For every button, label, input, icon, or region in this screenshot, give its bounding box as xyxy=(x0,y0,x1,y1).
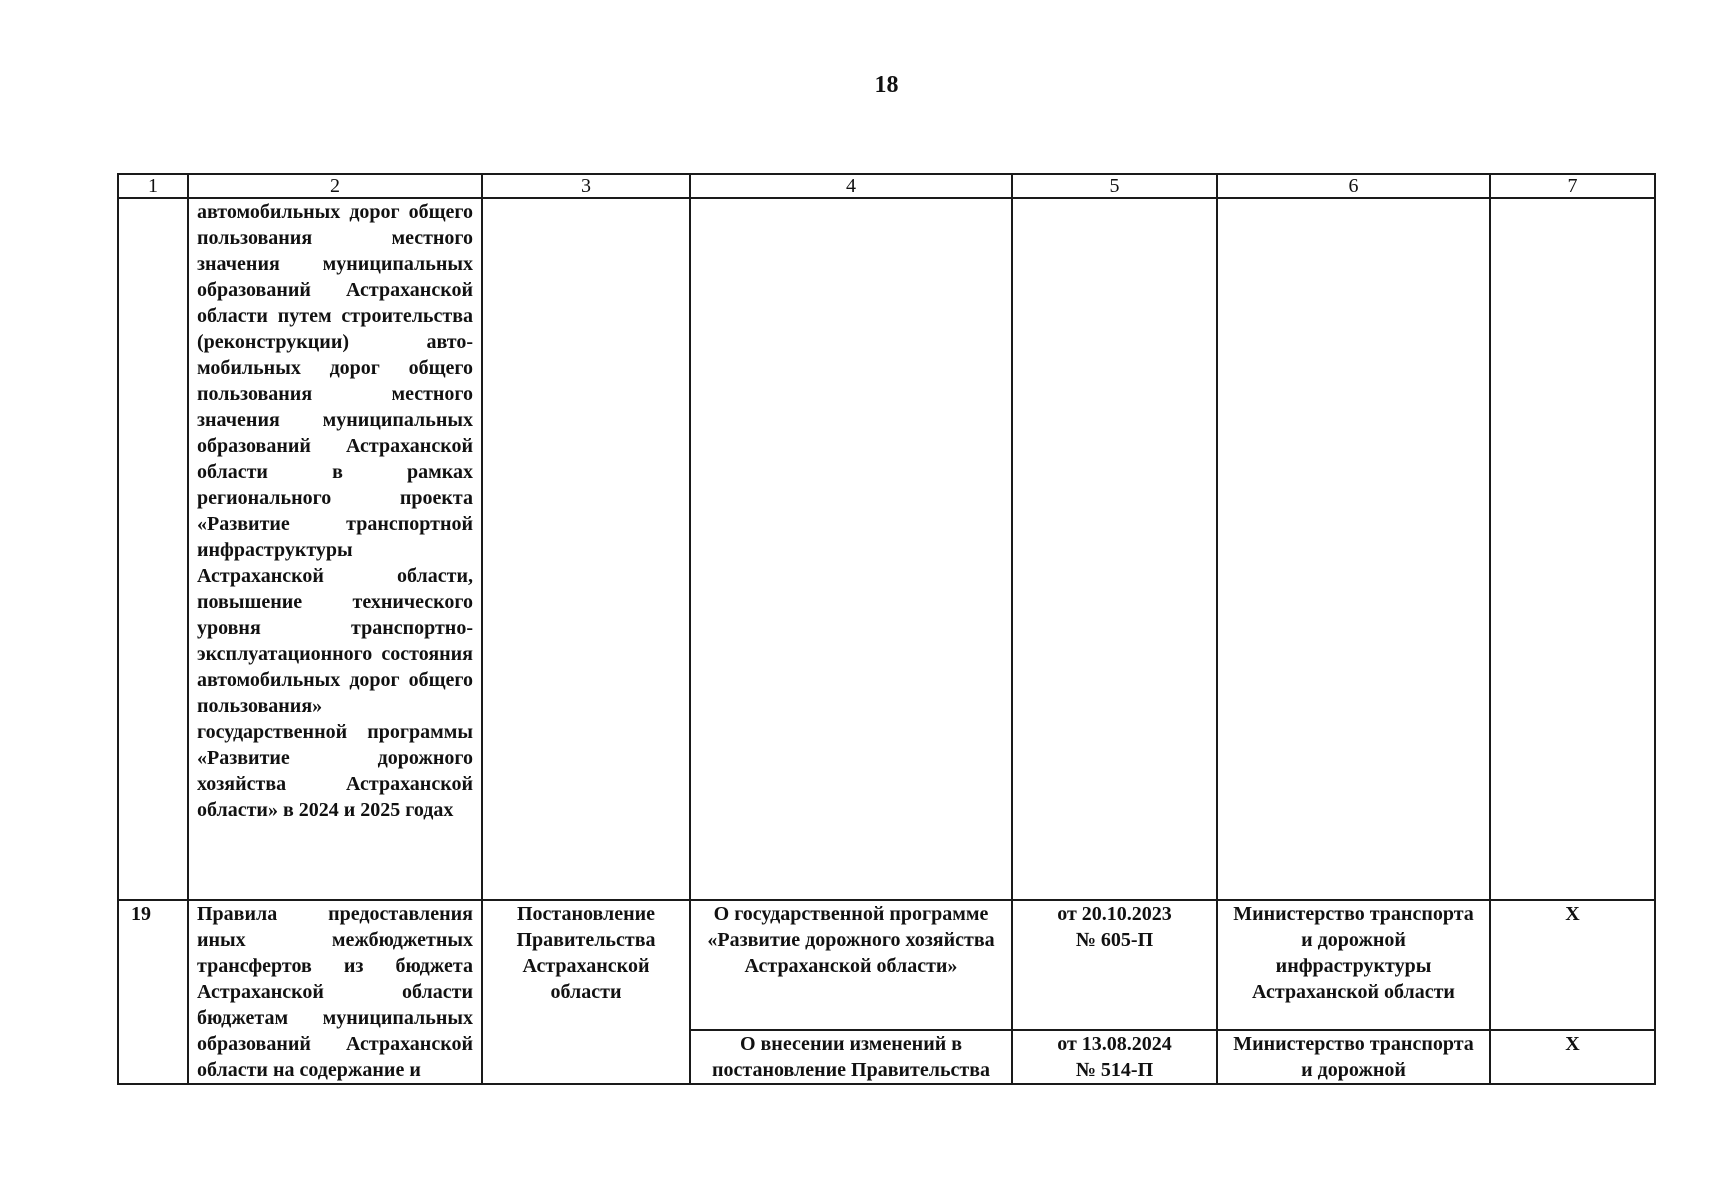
row19-doc-type-cell: Постановление Правительства Астраханской области xyxy=(482,900,690,1084)
continuation-doc-title-cell xyxy=(690,198,1012,900)
row19-description-cell: Правила предоставления иных межбюджетных трансфертов из бюджета Астраханской области бюджетам муниципальных образований Астраханской области на содержание и xyxy=(188,900,482,1084)
header-cell-1: 1 xyxy=(118,174,188,198)
row19-doc-date-cell-2 xyxy=(1012,1030,1217,1084)
table-row-19 xyxy=(118,900,1655,1030)
row19-doc-number-1: № 605-П xyxy=(1075,929,1154,951)
document-table-wrap xyxy=(117,173,1656,1085)
table-header-row xyxy=(118,174,1655,198)
continuation-mark-cell xyxy=(1490,198,1655,900)
header-cell-3: 3 xyxy=(482,174,690,198)
row19-doc-number-2: № 514-П xyxy=(1075,1059,1154,1081)
continuation-description-cell: автомобильных дорог общего пользования местного значения муниципальных образований Астраханской области путем строительства (реконструкции) авто-мобильных дорог общего пользования местного значения муниципальных образований Астраханской области в рамках регионального проекта «Развитие транспортной инфраструктуры Астраханской области, повышение технического уровня транспортно-эксплуатационного состояния автомобильных дорог общего пользования» государственной программы «Развитие дорожного хозяйства Астраханской области» в 2024 и 2025 годах xyxy=(188,198,482,900)
row19-authority-cell-1: Министерство транспорта и дорожной инфраструктуры Астраханской области xyxy=(1217,900,1490,1030)
header-cell-2: 2 xyxy=(188,174,482,198)
continuation-num-cell xyxy=(118,198,188,900)
header-cell-4: 4 xyxy=(690,174,1012,198)
header-cell-6: 6 xyxy=(1217,174,1490,198)
row19-doc-date-cell-1 xyxy=(1012,900,1217,1030)
continuation-authority-cell xyxy=(1217,198,1490,900)
header-cell-7: 7 xyxy=(1490,174,1655,198)
row19-mark-cell-2: Х xyxy=(1490,1030,1655,1084)
continuation-doc-date-cell xyxy=(1012,198,1217,900)
page-number: 18 xyxy=(874,72,899,98)
row19-mark-cell-1: Х xyxy=(1490,900,1655,1030)
document-table xyxy=(117,173,1656,1085)
row19-doc-date-1: от 20.10.2023 xyxy=(1057,903,1172,925)
row19-doc-date-2: от 13.08.2024 xyxy=(1057,1033,1172,1055)
header-cell-5: 5 xyxy=(1012,174,1217,198)
row19-doc-title-cell-2: О внесении изменений в постановление Правительства xyxy=(690,1030,1012,1084)
row19-authority-cell-2: Министерство транспорта и дорожной xyxy=(1217,1030,1490,1084)
table-row-continuation xyxy=(118,198,1655,900)
continuation-doc-type-cell xyxy=(482,198,690,900)
row-number-cell: 19 xyxy=(118,900,188,1084)
row19-doc-title-cell-1: О государственной программе «Развитие дорожного хозяйства Астраханской области» xyxy=(690,900,1012,1030)
